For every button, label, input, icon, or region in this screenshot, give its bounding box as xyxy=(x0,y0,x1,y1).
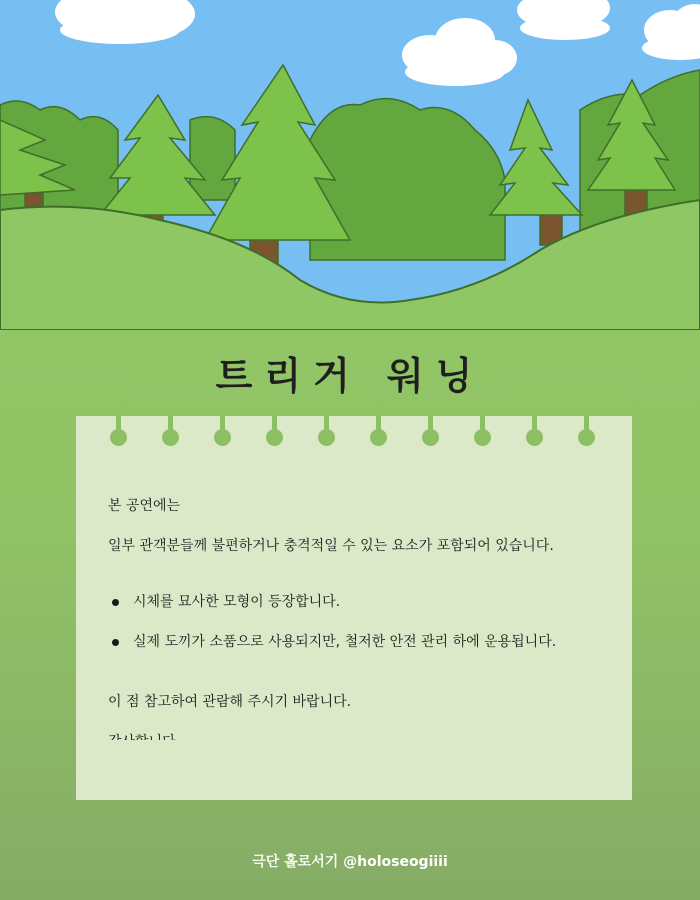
ring-hole xyxy=(318,429,335,446)
ring-hole xyxy=(162,429,179,446)
closing-line: 이 점 참고하여 관람해 주시기 바랍니다. xyxy=(108,694,352,710)
bullet-icon xyxy=(112,639,119,646)
warning-item xyxy=(108,592,608,612)
warning-item-text: 실제 도끼가 소품으로 사용되지만, 철저한 안전 관리 하에 운용됩니다. xyxy=(133,634,557,650)
credit-footer: 극단 홀로서기 @holoseogiiii xyxy=(252,854,448,870)
bullet-icon xyxy=(112,599,119,606)
ring-hole xyxy=(110,429,127,446)
cloud xyxy=(517,0,610,40)
ring-hole xyxy=(578,429,595,446)
ring-hole xyxy=(422,429,439,446)
intro-line: 일부 관객분들께 불편하거나 충격적일 수 있는 요소가 포함되어 있습니다. xyxy=(108,538,554,554)
ring-hole xyxy=(474,429,491,446)
ring-hole xyxy=(370,429,387,446)
torn-paper-edge xyxy=(76,740,632,820)
page-title: 트리거 워닝 xyxy=(215,354,485,398)
warning-item xyxy=(108,632,608,652)
binder-rings xyxy=(76,416,632,456)
forest-illustration xyxy=(0,0,700,330)
ring-hole xyxy=(526,429,543,446)
ring-hole xyxy=(214,429,231,446)
warning-item-text: 시체를 묘사한 모형이 등장합니다. xyxy=(133,594,341,610)
intro-line: 본 공연에는 xyxy=(108,498,181,514)
ring-hole xyxy=(266,429,283,446)
notice-text xyxy=(108,496,608,768)
